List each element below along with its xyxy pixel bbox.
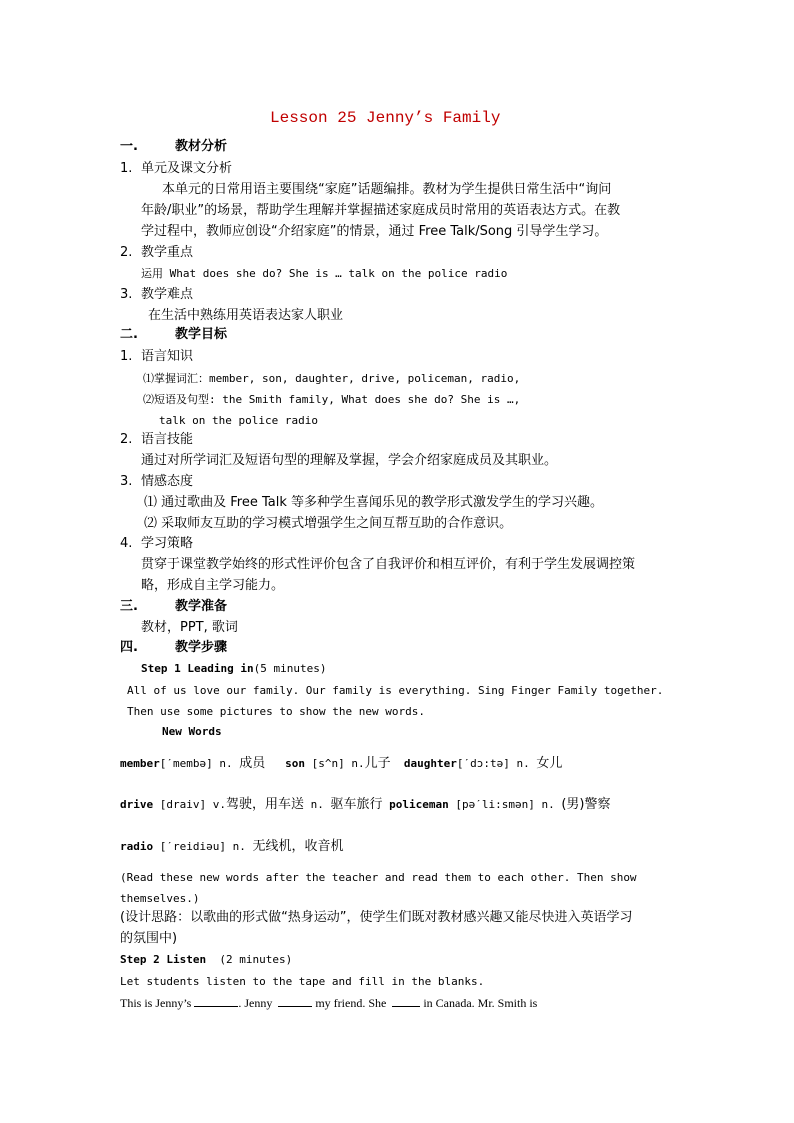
phrase-objective: ⑵短语及句型: the Smith family, What does she do? She is …, [143, 393, 521, 406]
fill-blank-3[interactable] [392, 995, 420, 1007]
step-2-title: Step 2 Listen [120, 953, 207, 966]
vocab-son-phonetic: [s^n] [311, 757, 345, 770]
read-note-line-2: themselves.) [120, 892, 200, 905]
strategy-line-2: 略，形成自主学习能力。 [141, 578, 285, 593]
vocab-policeman-word: policeman [389, 798, 449, 811]
section-4-title: 教学步骤 [175, 640, 228, 655]
vocab-row-2 [120, 798, 610, 812]
vocab-objective: ⑴掌握词汇：member, son, daughter, drive, policeman, radio, [143, 372, 521, 385]
item-2-1-number: 1. [120, 349, 133, 364]
item-1-2-title: 教学重点 [141, 245, 194, 260]
vocab-son-def: 儿子 [364, 756, 391, 771]
vocab-daughter-phonetic: [ˊdɔ:tə] [456, 757, 510, 770]
fill-in-sentence [120, 995, 537, 1010]
preparation-text: 教材，PPT, 歌词 [141, 620, 238, 635]
fill-part-4: in Canada. Mr. Smith is [423, 996, 538, 1010]
item-1-3-number: 3. [120, 287, 133, 302]
vocab-member-phonetic: [ˊmembə] [159, 757, 213, 770]
step-2-time: (2 minutes) [219, 953, 293, 966]
skill-text: 通过对所学词汇及短语句型的理解及掌握，学会介绍家庭成员及其职业。 [141, 453, 558, 468]
step-2-instruction: Let students listen to the tape and fill in the blanks. [120, 975, 485, 988]
item-2-2-number: 2. [120, 432, 133, 447]
fill-blank-2[interactable] [278, 995, 312, 1007]
phrase-objective-cont: talk on the police radio [159, 414, 318, 427]
read-note-line-1: (Read these new words after the teacher and read them to each other. Then show [120, 871, 637, 884]
vocab-radio-def: 无线机，收音机 [252, 839, 344, 854]
step-1-line-2: Then use some pictures to show the new words. [127, 705, 426, 718]
section-4-number: 四. [120, 640, 138, 655]
fill-blank-1[interactable] [194, 995, 238, 1007]
attitude-1: ⑴ 通过歌曲及 Free Talk 等多种学生喜闻乐见的教学形式激发学生的学习兴趣。 [144, 495, 604, 510]
design-note-line-1: (设计思路：以歌曲的形式做“热身运动”，使学生们既对教材感兴趣又能尽快进入英语学习 [120, 910, 633, 925]
section-3-title: 教学准备 [175, 599, 228, 614]
vocab-drive-def2: 驱车旅行 [330, 797, 383, 812]
step-1-line-1: All of us love our family. Our family is everything. Sing Finger Family together. [127, 684, 664, 697]
vocab-daughter-pos: n. [516, 757, 530, 770]
item-2-1-title: 语言知识 [141, 349, 194, 364]
fill-part-1: This is Jenny’s [120, 996, 192, 1010]
item-2-4-number: 4. [120, 536, 133, 551]
item-2-4-title: 学习策略 [141, 536, 194, 551]
step-1-title: Step 1 Leading in [141, 662, 254, 675]
attitude-2: ⑵ 采取师友互助的学习模式增强学生之间互帮互助的合作意识。 [144, 516, 513, 531]
vocab-daughter-word: daughter [403, 757, 457, 770]
key-point-text: 运用 What does she do? She is … talk on the police radio [141, 267, 508, 280]
vocab-drive-pos: v. [212, 798, 226, 811]
vocab-row-3 [120, 840, 343, 854]
section-1-number: 一. [120, 139, 138, 154]
fill-part-3: my friend. She [315, 996, 387, 1010]
analysis-line-2: 年龄/职业”的场景，帮助学生理解并掌握描述家庭成员时常用的英语表达方式。在教 [141, 203, 621, 218]
section-3-number: 三. [120, 599, 138, 614]
section-2-title: 教学目标 [175, 327, 228, 342]
vocab-policeman-pos: n. [541, 798, 555, 811]
section-2-number: 二. [120, 327, 138, 342]
item-1-3-title: 教学难点 [141, 287, 194, 302]
vocab-row-1 [120, 757, 562, 771]
vocab-drive-pos2: n. [310, 798, 324, 811]
lesson-title: Lesson 25 Jenny’s Family [270, 109, 501, 127]
step-1-heading [141, 662, 326, 676]
design-note-line-2: 的氛围中) [120, 931, 178, 946]
vocab-drive-phonetic: [draiv] [159, 798, 207, 811]
vocab-son-word: son [285, 757, 305, 770]
section-1-title: 教材分析 [175, 139, 228, 154]
vocab-member-word: member [120, 757, 160, 770]
vocab-drive-def: 驾驶，用车送 [225, 797, 304, 812]
item-2-3-title: 情感态度 [141, 474, 194, 489]
strategy-line-1: 贯穿于课堂教学始终的形式性评价包含了自我评价和相互评价，有利于学生发展调控策 [141, 557, 636, 572]
vocab-daughter-def: 女儿 [536, 756, 563, 771]
vocab-radio-pos: n. [232, 840, 246, 853]
analysis-line-3: 学过程中，教师应创设“介绍家庭”的情景，通过 Free Talk/Song 引导学生学习。 [141, 224, 608, 239]
vocab-radio-phonetic: [ˊreidiəu] [159, 840, 226, 853]
fill-part-2: . Jenny [238, 996, 273, 1010]
item-1-2-number: 2. [120, 245, 133, 260]
difficulty-text: 在生活中熟练用英语表达家人职业 [148, 308, 344, 323]
item-2-3-number: 3. [120, 474, 133, 489]
item-1-1-number: 1. [120, 161, 133, 176]
vocab-member-pos: n. [219, 757, 233, 770]
vocab-policeman-def: (男)警察 [561, 797, 611, 812]
vocab-radio-word: radio [120, 840, 154, 853]
item-2-2-title: 语言技能 [141, 432, 194, 447]
new-words-heading: New Words [162, 725, 222, 738]
item-1-1-title: 单元及课文分析 [141, 161, 233, 176]
analysis-line-1: 本单元的日常用语主要围绕“家庭”话题编排。教材为学生提供日常生活中“询问 [162, 182, 612, 197]
vocab-son-pos: n. [351, 757, 365, 770]
step-2-heading [120, 953, 292, 967]
vocab-drive-word: drive [120, 798, 154, 811]
step-1-time: (5 minutes) [253, 662, 327, 675]
vocab-member-def: 成员 [239, 756, 266, 771]
vocab-policeman-phonetic: [pəˊli:smən] [455, 798, 535, 811]
